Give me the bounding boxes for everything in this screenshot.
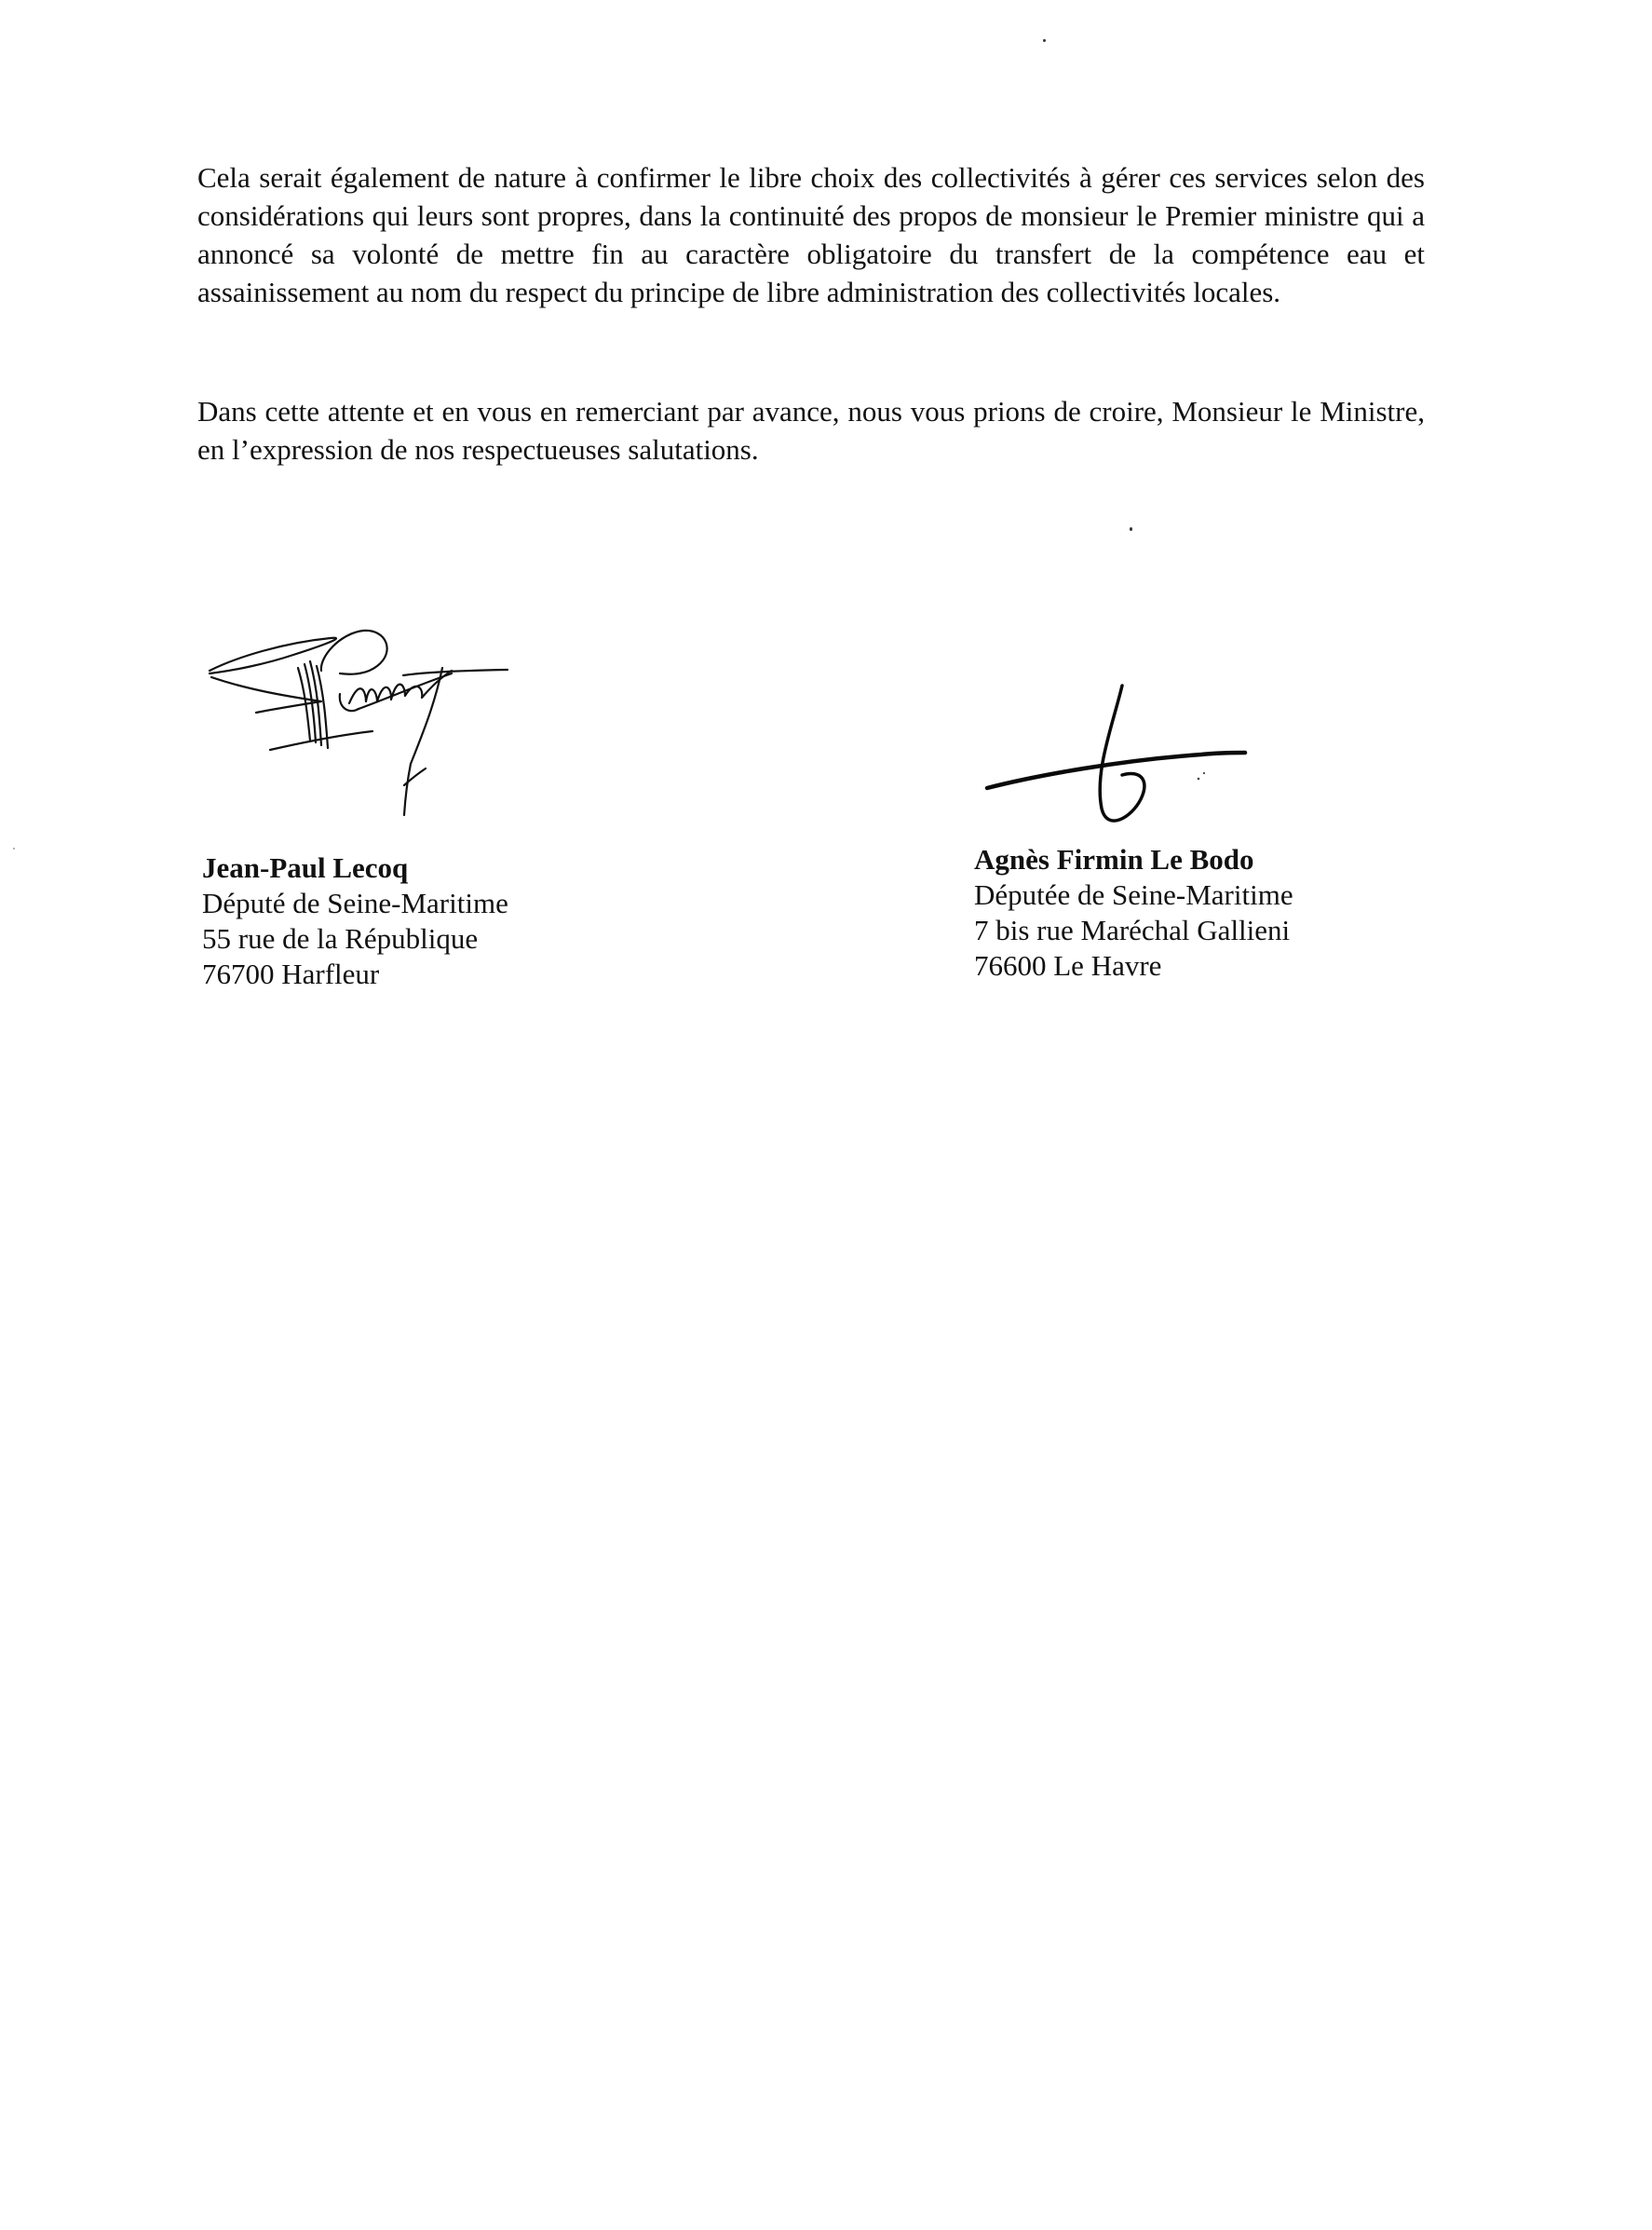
signatory-block-right	[974, 842, 1293, 984]
scan-speck	[1130, 527, 1132, 531]
signatory-title: Députée de Seine-Maritime	[974, 878, 1293, 911]
signatory-title: Député de Seine-Maritime	[202, 887, 508, 919]
signatory-block-left	[202, 850, 508, 992]
scan-speck	[13, 848, 15, 850]
signatory-address-line1: 55 rue de la République	[202, 922, 479, 955]
signature-agnes-firmin-le-bodo	[982, 678, 1262, 841]
signatory-address-line2: 76600 Le Havre	[974, 949, 1162, 982]
signatory-name: Agnès Firmin Le Bodo	[974, 843, 1254, 876]
signatory-name: Jean-Paul Lecoq	[202, 851, 409, 884]
body-paragraph-2: Dans cette attente et en vous en remerciant par avance, nous vous prions de croire, Monsieur le Ministre, en l’expression de nos respectueuses salutations.	[197, 395, 1425, 466]
body-paragraph-1: Cela serait également de nature à confirmer le libre choix des collectivités à gérer ces services selon des considérations qui leurs sont propres, dans la continuité des propos de monsieur le Premier ministre qui a annoncé sa volonté de mettre fin au caractère obligatoire du transfert de la compétence eau et assainissement au nom du respect du principe de libre administration des collectivités locales.	[197, 161, 1425, 308]
signature-jean-paul-lecoq	[200, 619, 517, 824]
signatory-address-line2: 76700 Harfleur	[202, 958, 380, 990]
scan-speck	[1043, 39, 1046, 42]
signatory-address-line1: 7 bis rue Maréchal Gallieni	[974, 914, 1291, 946]
